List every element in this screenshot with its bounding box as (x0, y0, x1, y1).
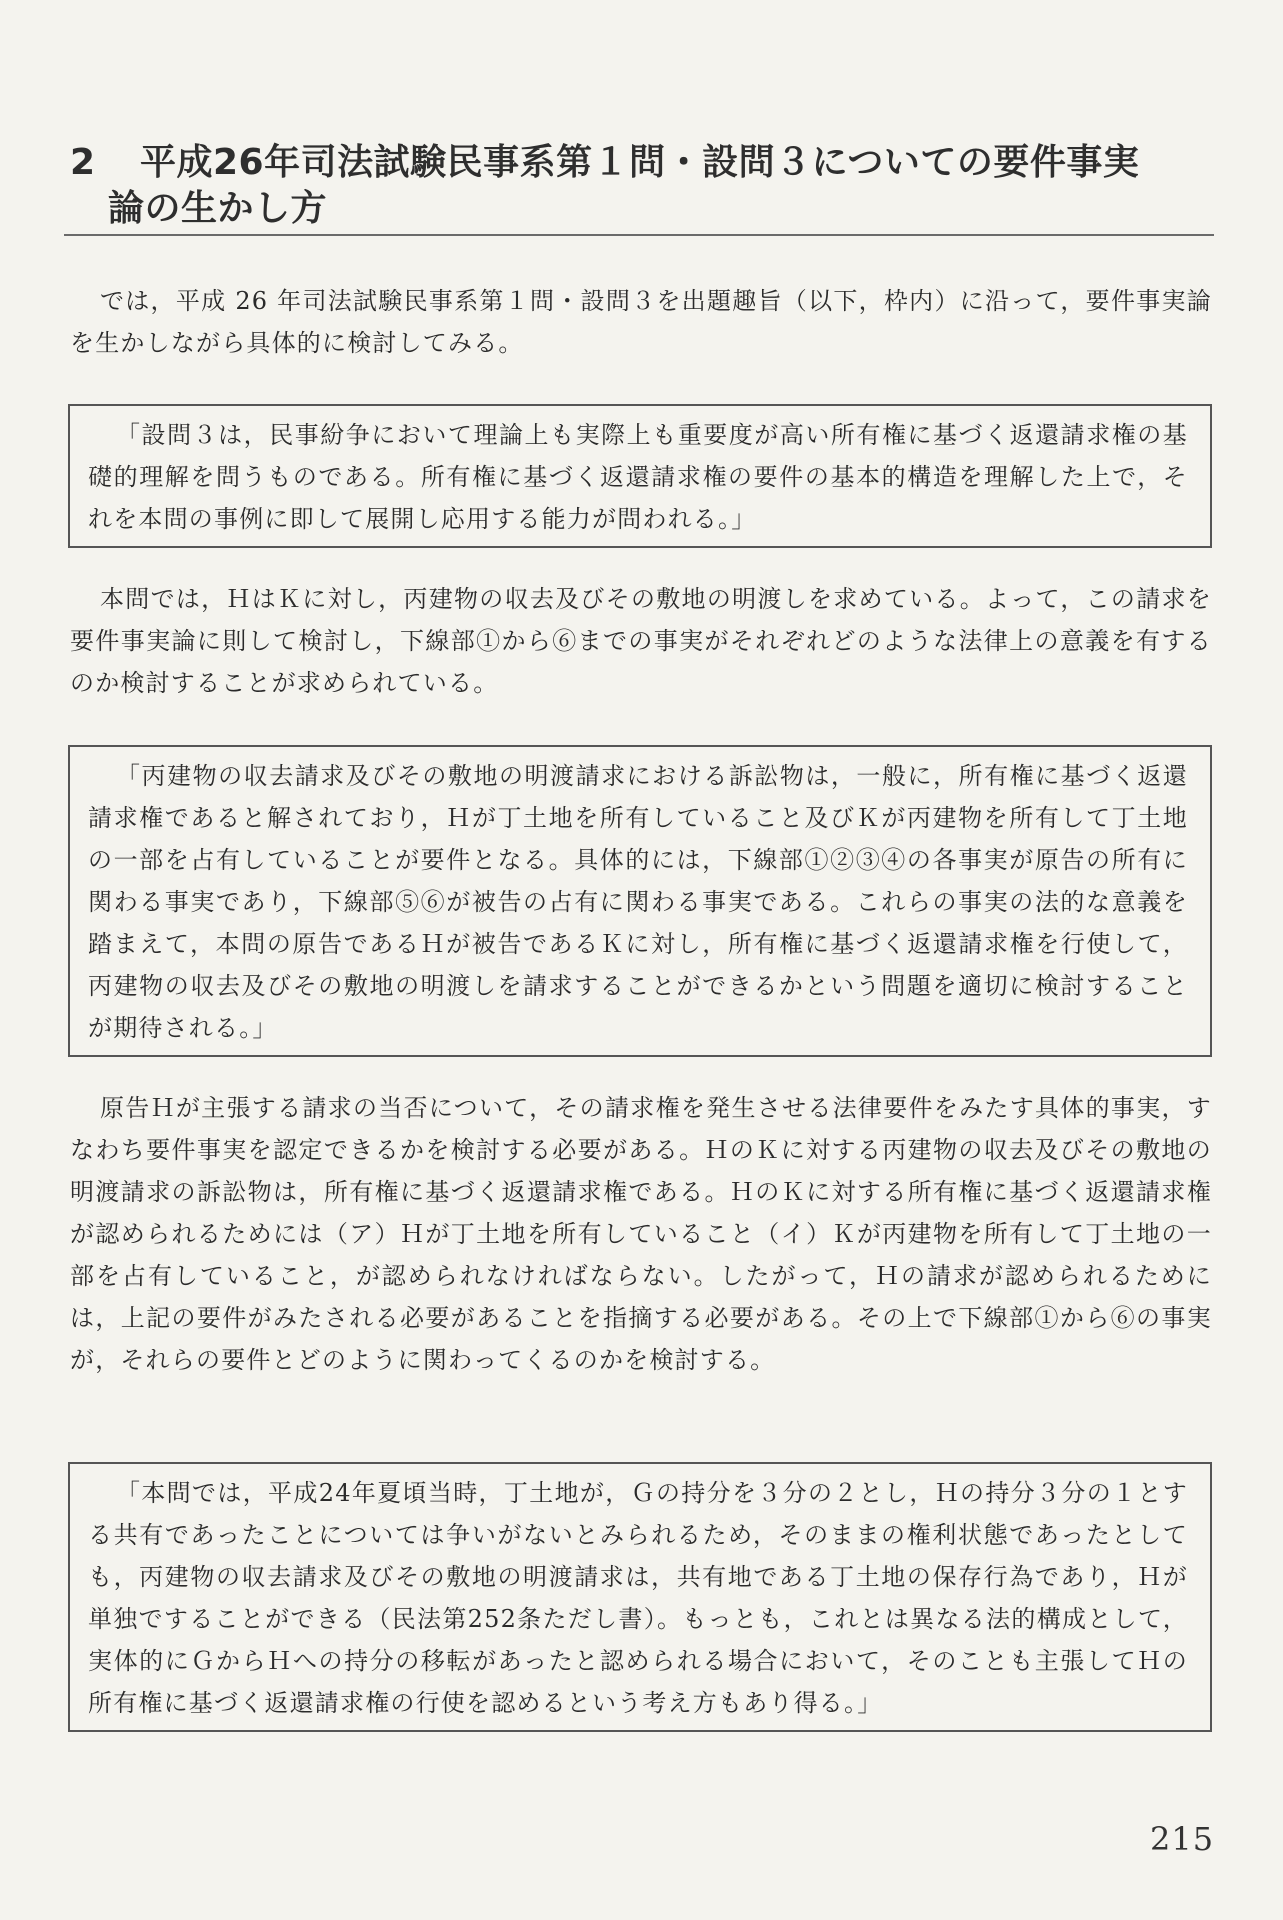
section-title-line1: 平成26年司法試験民事系第１問・設問３についての要件事実 (140, 142, 1140, 183)
section-title-line2: 論の生かし方 (108, 188, 328, 229)
heading-underline (64, 234, 1214, 236)
body-paragraph-2: 本問では，ＨはＫに対し，丙建物の収去及びその敷地の明渡しを求めている。よって，この請求を要件事実論に則して検討し，下線部①から⑥までの事実がそれぞれどのような法律上の意義を有するのか検討することが求められている。 (70, 585, 1212, 697)
quote-box-2: 「丙建物の収去請求及びその敷地の明渡請求における訴訟物は，一般に，所有権に基づく返還請求権であると解されており，Ｈが丁土地を所有していること及びＫが丙建物を所有して丁土地の一部を占有していることが要件となる。具体的には，下線部①②③④の各事実が原告の所有に関わる事実であり，下線部⑤⑥が被告の占有に関わる事実である。これらの事実の法的な意義を踏まえて，本問の原告であるＨが被告であるＫに対し，所有権に基づく返還請求権を行使して，丙建物の収去及びその敷地の明渡しを請求することができるかという問題を適切に検討することが期待される。」 (68, 745, 1212, 1057)
body-paragraph-1: では，平成 26 年司法試験民事系第１問・設問３を出題趣旨（以下，枠内）に沿って，要件事実論を生かしながら具体的に検討してみる。 (70, 287, 1212, 357)
quote-box-1: 「設問３は，民事紛争において理論上も実際上も重要度が高い所有権に基づく返還請求権の基礎的理解を問うものである。所有権に基づく返還請求権の要件の基本的構造を理解した上で，それを本問の事例に即して展開し応用する能力が問われる。」 (68, 404, 1212, 548)
section-number: 2 (70, 142, 96, 183)
page-number: 215 (1150, 1820, 1215, 1858)
body-paragraph-3: 原告Ｈが主張する請求の当否について，その請求権を発生させる法律要件をみたす具体的事実，すなわち要件事実を認定できるかを検討する必要がある。ＨのＫに対する丙建物の収去及びその敷地の明渡請求の訴訟物は，所有権に基づく返還請求権である。ＨのＫに対する所有権に基づく返還請求権が認められるためには（ア）Ｈが丁土地を所有していること（イ）Ｋが丙建物を所有して丁土地の一部を占有していること，が認められなければならない。したがって，Ｈの請求が認められるためには，上記の要件がみたされる必要があることを指摘する必要がある。その上で下線部①から⑥の事実が，それらの要件とどのように関わってくるのかを検討する。 (70, 1094, 1212, 1374)
section-heading (70, 140, 1215, 232)
quote-box-3: 「本問では，平成24年夏頃当時，丁土地が，Ｇの持分を３分の２とし，Ｈの持分３分の１とする共有であったことについては争いがないとみられるため，そのままの権利状態であったとしても，丙建物の収去請求及びその敷地の明渡請求は，共有地である丁土地の保存行為であり，Ｈが単独ですることができる（民法第252条ただし書）。もっとも，これとは異なる法的構成として，実体的にＧからＨへの持分の移転があったと認められる場合において，そのことも主張してＨの所有権に基づく返還請求権の行使を認めるという考え方もあり得る。」 (68, 1462, 1212, 1732)
